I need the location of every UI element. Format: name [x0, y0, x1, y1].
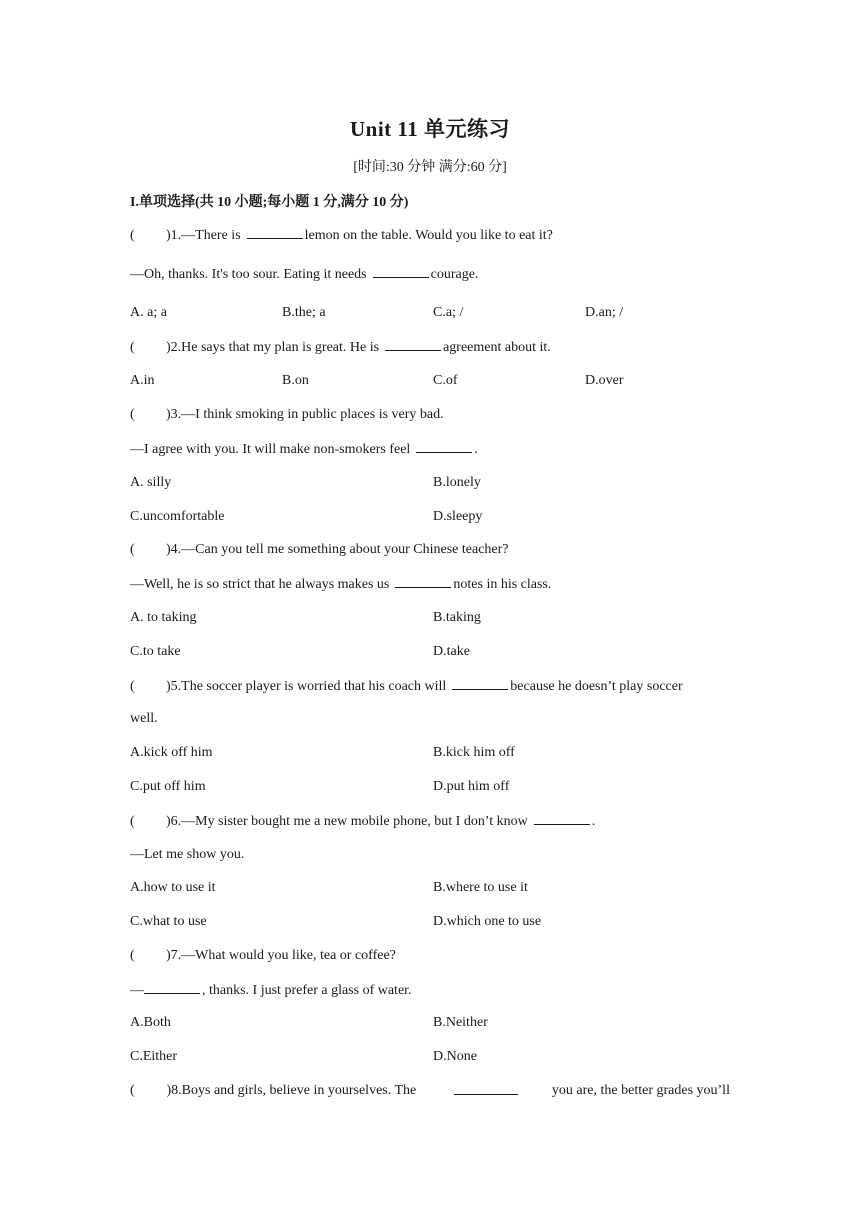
option-d: D.put him off	[433, 779, 510, 794]
question-5-stem-cont: well.	[130, 711, 158, 726]
option-c: C.Either	[130, 1049, 178, 1064]
option-d: D.which one to use	[433, 914, 542, 929]
question-7-reply: — , thanks. I just prefer a glass of water.	[130, 983, 412, 998]
question-1-reply: —Oh, thanks. It's too sour. Eating it needs courage.	[130, 267, 479, 282]
question-5-stem: ( )5.The soccer player is worried that his coach will because he doesn’t play soccer	[130, 679, 683, 694]
option-b: B.Neither	[433, 1015, 488, 1030]
option-c: C.of	[433, 373, 458, 388]
answer-blank	[452, 677, 508, 690]
option-a: A. to taking	[130, 610, 197, 625]
option-b: B.lonely	[433, 475, 481, 490]
option-c: C.to take	[130, 644, 181, 659]
option-a: A.kick off him	[130, 745, 213, 760]
question-2-stem: ( )2.He says that my plan is great. He is agreement about it.	[130, 340, 551, 355]
option-c: C.put off him	[130, 779, 206, 794]
option-a: A.how to use it	[130, 880, 216, 895]
question-3-reply: —I agree with you. It will make non-smokers feel .	[130, 442, 478, 457]
answer-blank	[144, 981, 200, 994]
option-b: B.on	[282, 373, 309, 388]
option-c: C.what to use	[130, 914, 207, 929]
question-7-stem: ( )7.—What would you like, tea or coffee?	[130, 948, 396, 963]
option-b: B.where to use it	[433, 880, 528, 895]
answer-blank	[395, 575, 451, 588]
option-b: B.taking	[433, 610, 481, 625]
answer-blank	[385, 338, 441, 351]
page-title: Unit 11 单元练习	[349, 117, 510, 141]
answer-blank	[247, 226, 303, 239]
option-c: C.a; /	[433, 305, 464, 320]
time-score-info: [时间:30 分钟 满分:60 分]	[353, 160, 507, 175]
answer-blank	[534, 812, 590, 825]
option-a: A. silly	[130, 475, 172, 490]
option-b: B.the; a	[282, 305, 326, 320]
option-a: A.in	[130, 373, 155, 388]
question-1-stem: ( )1.—There is lemon on the table. Would you like to eat it?	[130, 228, 553, 243]
question-8-stem: ( )8.Boys and girls, believe in yourselves. The you are, the better grades you’ll	[130, 1083, 730, 1098]
answer-blank	[416, 440, 472, 453]
question-6-stem: ( )6.—My sister bought me a new mobile phone, but I don’t know .	[130, 814, 596, 829]
question-3-stem: ( )3.—I think smoking in public places is very bad.	[130, 407, 444, 422]
option-d: D.an; /	[585, 305, 624, 320]
question-4-stem: ( )4.—Can you tell me something about your Chinese teacher?	[130, 542, 509, 557]
option-d: D.over	[585, 373, 624, 388]
section-heading: I.单项选择(共 10 小题;每小题 1 分,满分 10 分)	[130, 195, 409, 210]
option-d: D.sleepy	[433, 509, 483, 524]
question-6-reply: —Let me show you.	[130, 847, 245, 862]
option-d: D.None	[433, 1049, 477, 1064]
option-c: C.uncomfortable	[130, 509, 225, 524]
option-b: B.kick him off	[433, 745, 515, 760]
answer-blank	[373, 265, 429, 278]
question-4-reply: —Well, he is so strict that he always makes us notes in his class.	[130, 577, 552, 592]
option-a: A. a; a	[130, 305, 167, 320]
answer-blank	[454, 1082, 518, 1095]
option-d: D.take	[433, 644, 470, 659]
option-a: A.Both	[130, 1015, 171, 1030]
